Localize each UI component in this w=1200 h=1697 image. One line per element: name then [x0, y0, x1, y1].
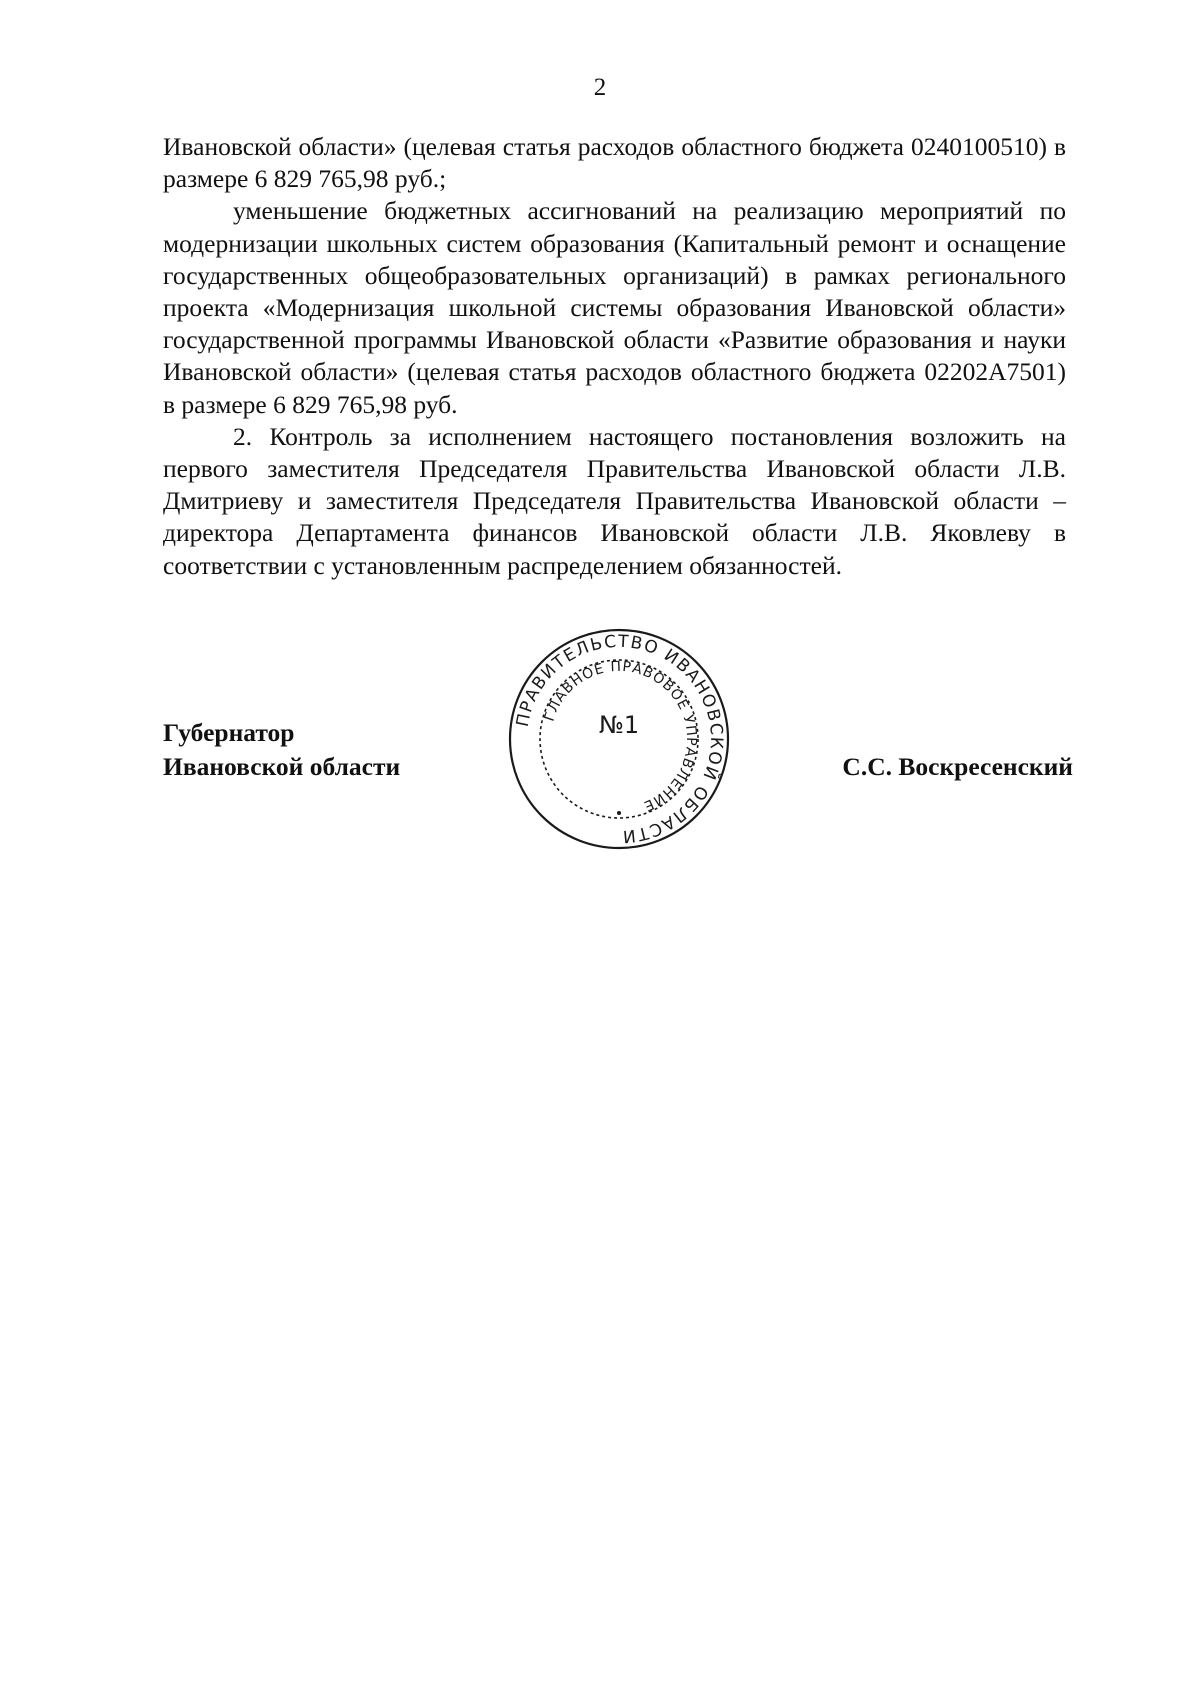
official-stamp: [507, 627, 731, 851]
document-body: [163, 131, 1066, 582]
stamp-seal-graphic: [507, 627, 731, 851]
stamp-number: №1: [598, 711, 640, 739]
signatory-position: [163, 716, 400, 784]
page-number: 2: [593, 74, 607, 101]
signatory-position-line1: Губернатор: [163, 718, 295, 747]
signatory-name: С.С. Воскресенский: [842, 752, 1073, 781]
stamp-inner-text: ГЛАВНОЕ ПРАВОВОЕ УПРАВЛЕНИЕ: [541, 658, 700, 815]
signatory-position-line2: Ивановской области: [163, 752, 401, 781]
paragraph-control-clause: 2. Контроль за исполнением настоящего постановления возложить на первого заместителя Председателя Правительства Ивановской области Л.В. Дмитриеву и заместителя Председателя Правительства Ивановской области – директора Департамента финансов Ивановской области Л.В. Яковлеву в соответствии с установленным распределением обязанностей.: [163, 421, 1066, 580]
stamp-outer-text: ПРАВИТЕЛЬСТВО ИВАНОВСКОЙ ОБЛАСТИ: [512, 631, 727, 847]
stamp-dot: [617, 811, 621, 815]
paragraph-continuation: Ивановской области» (целевая статья расходов областного бюджета 0240100510) в размере 6 829 765,98 руб.;: [163, 132, 1066, 194]
paragraph-budget-reduction: уменьшение бюджетных ассигнований на реализацию мероприятий по модернизации школьных систем образования (Капитальный ремонт и оснащение государственных общеобразовательных организаций) в рамках регионального проекта «Модернизация школьной системы образования Ивановской области» государственной программы Ивановской области «Развитие образования и науки Ивановской области» (целевая статья расходов областного бюджета 02202A7501) в размере 6 829 765,98 руб.: [163, 196, 1066, 419]
